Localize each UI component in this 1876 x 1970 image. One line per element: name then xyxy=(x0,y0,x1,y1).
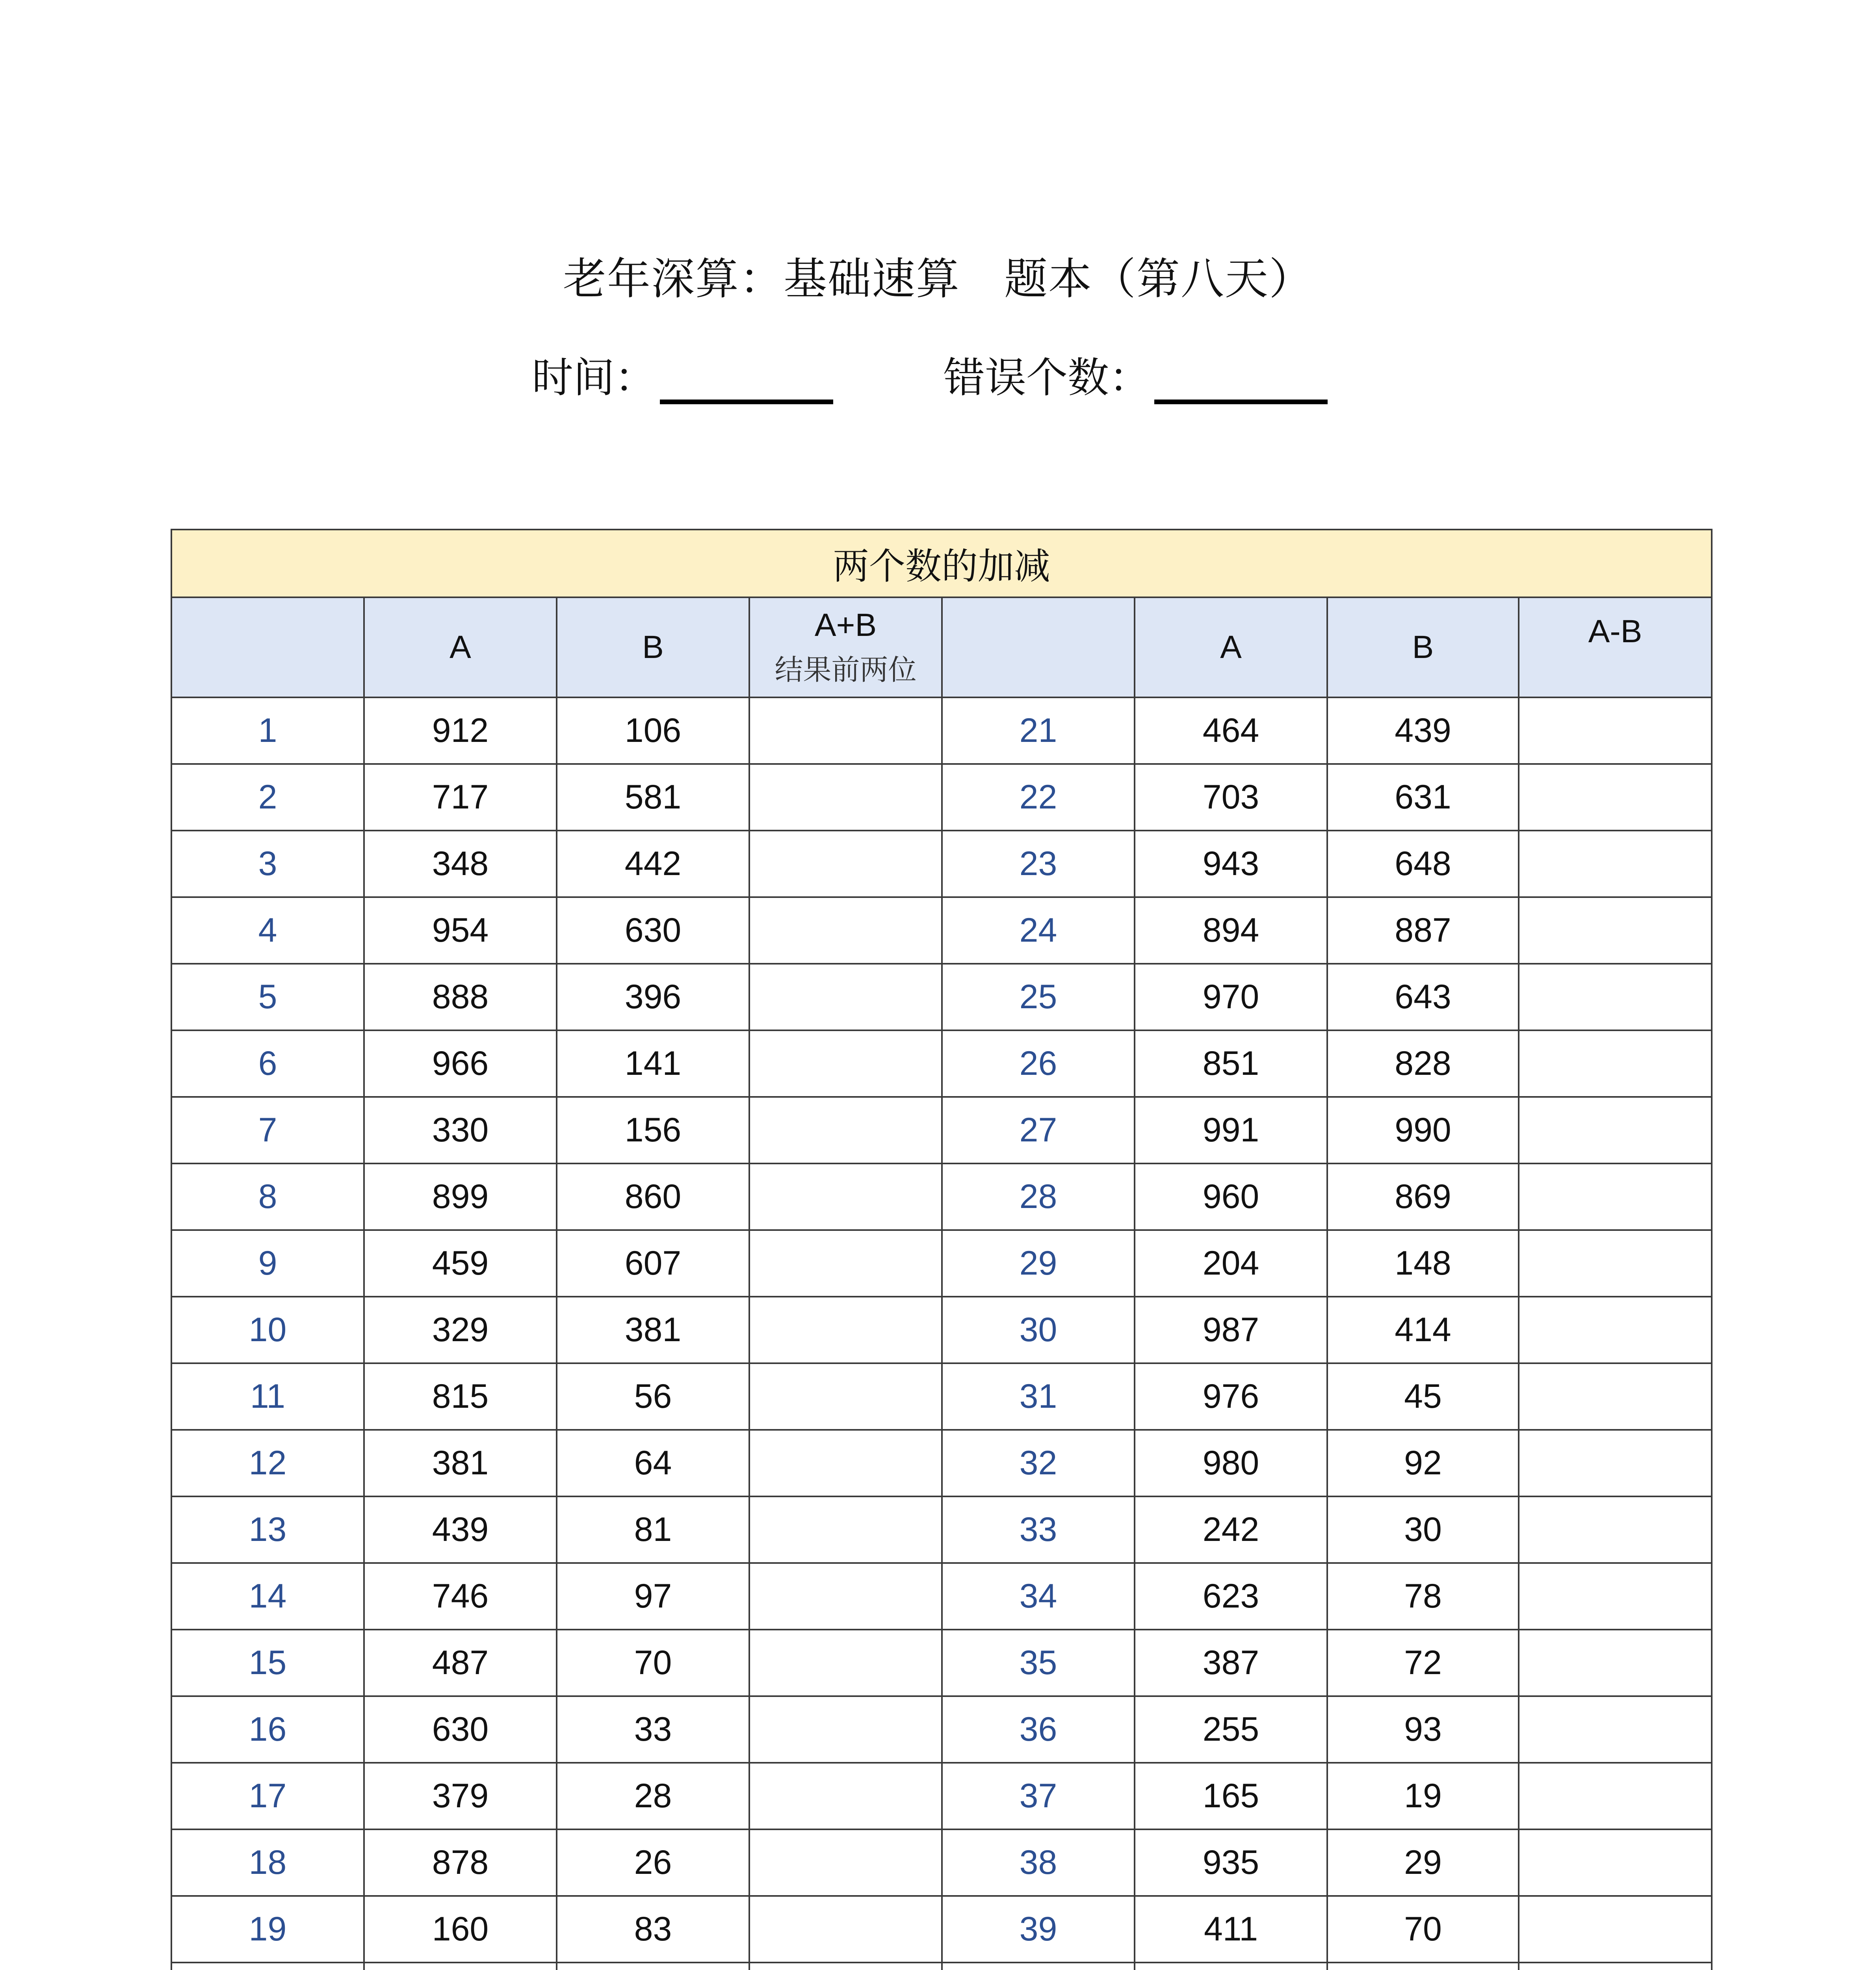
table-row xyxy=(171,1696,1712,1763)
table-row xyxy=(171,697,1712,764)
value-a: 703 xyxy=(1135,764,1327,831)
value-b: 81 xyxy=(557,1496,749,1563)
table-row xyxy=(171,1163,1712,1230)
value-b: 30 xyxy=(1327,1496,1519,1563)
value-b: 106 xyxy=(557,697,749,764)
row-index: 1 xyxy=(171,697,364,764)
row-index: 12 xyxy=(171,1430,364,1496)
answer-cell[interactable] xyxy=(749,1630,942,1696)
row-index: 34 xyxy=(942,1563,1135,1630)
table-row xyxy=(171,964,1712,1030)
row-index: 2 xyxy=(171,764,364,831)
header-label: A xyxy=(1220,629,1242,665)
value-a: 330 xyxy=(364,1097,557,1163)
value-b: 78 xyxy=(1327,1563,1519,1630)
answer-cell[interactable] xyxy=(749,1363,942,1430)
table-row xyxy=(171,1097,1712,1163)
value-b: 148 xyxy=(1327,1230,1519,1297)
table-row xyxy=(171,1430,1712,1496)
answer-cell[interactable] xyxy=(749,897,942,964)
value-b: 828 xyxy=(1327,1030,1519,1097)
row-index: 32 xyxy=(942,1430,1135,1496)
answer-cell[interactable] xyxy=(749,1496,942,1563)
answer-cell[interactable] xyxy=(1519,831,1712,897)
value-a: 464 xyxy=(1135,697,1327,764)
row-index: 31 xyxy=(942,1363,1135,1430)
value-a: 165 xyxy=(1135,1763,1327,1829)
answer-cell[interactable] xyxy=(1519,764,1712,831)
value-b: 581 xyxy=(557,764,749,831)
table-row xyxy=(171,1230,1712,1297)
header-sublabel-faint xyxy=(1519,653,1711,682)
value-b: 29 xyxy=(1327,1829,1519,1896)
answer-cell[interactable] xyxy=(749,764,942,831)
time-label: 时间： xyxy=(532,354,656,402)
table-row xyxy=(171,1829,1712,1896)
table1-header-6 xyxy=(1327,597,1519,697)
value-b: 396 xyxy=(557,964,749,1030)
value-a: 894 xyxy=(1135,897,1327,964)
row-index: 14 xyxy=(171,1563,364,1630)
value-a: 379 xyxy=(364,1763,557,1829)
table1-header-1 xyxy=(364,597,557,697)
value-a: 943 xyxy=(1135,831,1327,897)
answer-cell[interactable] xyxy=(749,1829,942,1896)
answer-cell[interactable] xyxy=(1519,1430,1712,1496)
row-index: 22 xyxy=(942,764,1135,831)
table1-caption: 两个数的加减 xyxy=(171,530,1712,597)
header-label: A+B xyxy=(814,607,877,643)
value-a: 204 xyxy=(1135,1230,1327,1297)
row-index: 18 xyxy=(171,1829,364,1896)
value-a: 935 xyxy=(1135,1829,1327,1896)
header-label: B xyxy=(642,629,664,665)
value-a xyxy=(1135,1963,1327,1970)
value-a: 899 xyxy=(364,1163,557,1230)
header-label: B xyxy=(1412,629,1434,665)
row-index: 7 xyxy=(171,1097,364,1163)
value-a: 960 xyxy=(1135,1163,1327,1230)
value-b: 630 xyxy=(557,897,749,964)
value-b xyxy=(557,1963,749,1970)
answer-cell[interactable] xyxy=(749,1763,942,1829)
table1-header-2 xyxy=(557,597,749,697)
answer-cell[interactable] xyxy=(1519,1896,1712,1963)
value-b: 28 xyxy=(557,1763,749,1829)
table-row xyxy=(171,1763,1712,1829)
row-index: 10 xyxy=(171,1297,364,1363)
value-b: 631 xyxy=(1327,764,1519,831)
value-b: 93 xyxy=(1327,1696,1519,1763)
value-a: 717 xyxy=(364,764,557,831)
table-row xyxy=(171,1030,1712,1097)
answer-cell[interactable] xyxy=(749,1430,942,1496)
value-a: 851 xyxy=(1135,1030,1327,1097)
table1-header-4 xyxy=(942,597,1135,697)
value-b: 860 xyxy=(557,1163,749,1230)
value-b: 887 xyxy=(1327,897,1519,964)
row-index: 39 xyxy=(942,1896,1135,1963)
table-row xyxy=(171,1363,1712,1430)
answer-cell[interactable] xyxy=(749,1230,942,1297)
table-row xyxy=(171,1630,1712,1696)
value-b: 83 xyxy=(557,1896,749,1963)
value-a: 991 xyxy=(1135,1097,1327,1163)
answer-cell[interactable] xyxy=(1519,1696,1712,1763)
value-b: 92 xyxy=(1327,1430,1519,1496)
row-index: 3 xyxy=(171,831,364,897)
value-b: 442 xyxy=(557,831,749,897)
answer-cell[interactable] xyxy=(1519,964,1712,1030)
meta-line xyxy=(532,345,1328,404)
row-index: 13 xyxy=(171,1496,364,1563)
value-a: 487 xyxy=(364,1630,557,1696)
value-a: 329 xyxy=(364,1297,557,1363)
value-a: 888 xyxy=(364,964,557,1030)
value-b: 33 xyxy=(557,1696,749,1763)
row-index xyxy=(171,1963,364,1970)
value-a: 623 xyxy=(1135,1563,1327,1630)
table-row xyxy=(171,1297,1712,1363)
value-b xyxy=(1327,1963,1519,1970)
value-a: 459 xyxy=(364,1230,557,1297)
value-b: 26 xyxy=(557,1829,749,1896)
value-a: 255 xyxy=(1135,1696,1327,1763)
value-a: 976 xyxy=(1135,1363,1327,1430)
row-index: 11 xyxy=(171,1363,364,1430)
value-a: 630 xyxy=(364,1696,557,1763)
value-a: 970 xyxy=(1135,964,1327,1030)
row-index: 17 xyxy=(171,1763,364,1829)
answer-cell[interactable] xyxy=(749,1963,942,1970)
value-b: 648 xyxy=(1327,831,1519,897)
answer-cell[interactable] xyxy=(749,1030,942,1097)
answer-cell[interactable] xyxy=(749,964,942,1030)
value-b: 156 xyxy=(557,1097,749,1163)
value-a: 387 xyxy=(1135,1630,1327,1696)
answer-cell[interactable] xyxy=(1519,1496,1712,1563)
row-index: 30 xyxy=(942,1297,1135,1363)
answer-cell[interactable] xyxy=(1519,1297,1712,1363)
row-index: 6 xyxy=(171,1030,364,1097)
value-a: 878 xyxy=(364,1829,557,1896)
table-row xyxy=(171,1563,1712,1630)
value-a: 912 xyxy=(364,697,557,764)
answer-cell[interactable] xyxy=(1519,1030,1712,1097)
value-b: 607 xyxy=(557,1230,749,1297)
header-label: A xyxy=(449,629,471,665)
value-a: 746 xyxy=(364,1563,557,1630)
value-b: 381 xyxy=(557,1297,749,1363)
value-b: 439 xyxy=(1327,697,1519,764)
row-index: 36 xyxy=(942,1696,1135,1763)
row-index: 19 xyxy=(171,1896,364,1963)
answer-cell[interactable] xyxy=(1519,1363,1712,1430)
value-b: 72 xyxy=(1327,1630,1519,1696)
table-row xyxy=(171,1496,1712,1563)
answer-cell[interactable] xyxy=(749,1297,942,1363)
value-b: 64 xyxy=(557,1430,749,1496)
value-b: 141 xyxy=(557,1030,749,1097)
errors-label: 错误个数： xyxy=(944,354,1151,402)
row-index: 5 xyxy=(171,964,364,1030)
value-a: 381 xyxy=(364,1430,557,1496)
value-a: 954 xyxy=(364,897,557,964)
value-a: 439 xyxy=(364,1496,557,1563)
add-subtract-table xyxy=(171,529,1713,1970)
table1-header-3 xyxy=(749,597,942,697)
value-b: 19 xyxy=(1327,1763,1519,1829)
row-index: 38 xyxy=(942,1829,1135,1896)
value-a: 980 xyxy=(1135,1430,1327,1496)
table-row xyxy=(171,1963,1712,1970)
answer-cell[interactable] xyxy=(1519,1563,1712,1630)
answer-cell[interactable] xyxy=(749,1163,942,1230)
row-index: 9 xyxy=(171,1230,364,1297)
answer-cell[interactable] xyxy=(1519,897,1712,964)
answer-cell[interactable] xyxy=(749,1696,942,1763)
row-index: 8 xyxy=(171,1163,364,1230)
row-index: 27 xyxy=(942,1097,1135,1163)
answer-cell[interactable] xyxy=(749,1563,942,1630)
row-index: 37 xyxy=(942,1763,1135,1829)
answer-cell[interactable] xyxy=(1519,1097,1712,1163)
answer-cell[interactable] xyxy=(1519,697,1712,764)
page-title: 老年深算：基础速算 题本（第八天） xyxy=(563,254,1313,304)
value-b: 643 xyxy=(1327,964,1519,1030)
value-a: 348 xyxy=(364,831,557,897)
row-index: 28 xyxy=(942,1163,1135,1230)
time-blank[interactable] xyxy=(660,360,833,404)
value-a: 815 xyxy=(364,1363,557,1430)
answer-cell[interactable] xyxy=(1519,1630,1712,1696)
header-label: A-B xyxy=(1588,613,1642,649)
value-a: 160 xyxy=(364,1896,557,1963)
answer-cell[interactable] xyxy=(1519,1763,1712,1829)
row-index: 15 xyxy=(171,1630,364,1696)
value-b: 70 xyxy=(557,1630,749,1696)
row-index: 35 xyxy=(942,1630,1135,1696)
row-index: 33 xyxy=(942,1496,1135,1563)
row-index: 4 xyxy=(171,897,364,964)
table-row xyxy=(171,1896,1712,1963)
answer-cell[interactable] xyxy=(749,697,942,764)
table-row xyxy=(171,764,1712,831)
value-b: 97 xyxy=(557,1563,749,1630)
row-index: 25 xyxy=(942,964,1135,1030)
table1-header-5 xyxy=(1135,597,1327,697)
value-a: 411 xyxy=(1135,1896,1327,1963)
header-sublabel: 结果前两位 xyxy=(775,653,917,686)
value-a: 242 xyxy=(1135,1496,1327,1563)
answer-cell[interactable] xyxy=(749,1896,942,1963)
table1-header-7 xyxy=(1519,597,1712,697)
row-index: 29 xyxy=(942,1230,1135,1297)
row-index: 24 xyxy=(942,897,1135,964)
value-b: 869 xyxy=(1327,1163,1519,1230)
value-b: 56 xyxy=(557,1363,749,1430)
answer-cell[interactable] xyxy=(1519,1829,1712,1896)
row-index: 26 xyxy=(942,1030,1135,1097)
answer-cell[interactable] xyxy=(1519,1163,1712,1230)
value-a xyxy=(364,1963,557,1970)
table-row xyxy=(171,831,1712,897)
row-index: 21 xyxy=(942,697,1135,764)
value-a: 966 xyxy=(364,1030,557,1097)
answer-cell[interactable] xyxy=(749,831,942,897)
table-row xyxy=(171,897,1712,964)
value-b: 45 xyxy=(1327,1363,1519,1430)
answer-cell[interactable] xyxy=(1519,1963,1712,1970)
value-b: 414 xyxy=(1327,1297,1519,1363)
value-b: 70 xyxy=(1327,1896,1519,1963)
value-b: 990 xyxy=(1327,1097,1519,1163)
errors-blank[interactable] xyxy=(1154,360,1328,404)
table1-header-0 xyxy=(171,597,364,697)
value-a: 987 xyxy=(1135,1297,1327,1363)
answer-cell[interactable] xyxy=(1519,1230,1712,1297)
row-index xyxy=(942,1963,1135,1970)
answer-cell[interactable] xyxy=(749,1097,942,1163)
row-index: 23 xyxy=(942,831,1135,897)
row-index: 16 xyxy=(171,1696,364,1763)
